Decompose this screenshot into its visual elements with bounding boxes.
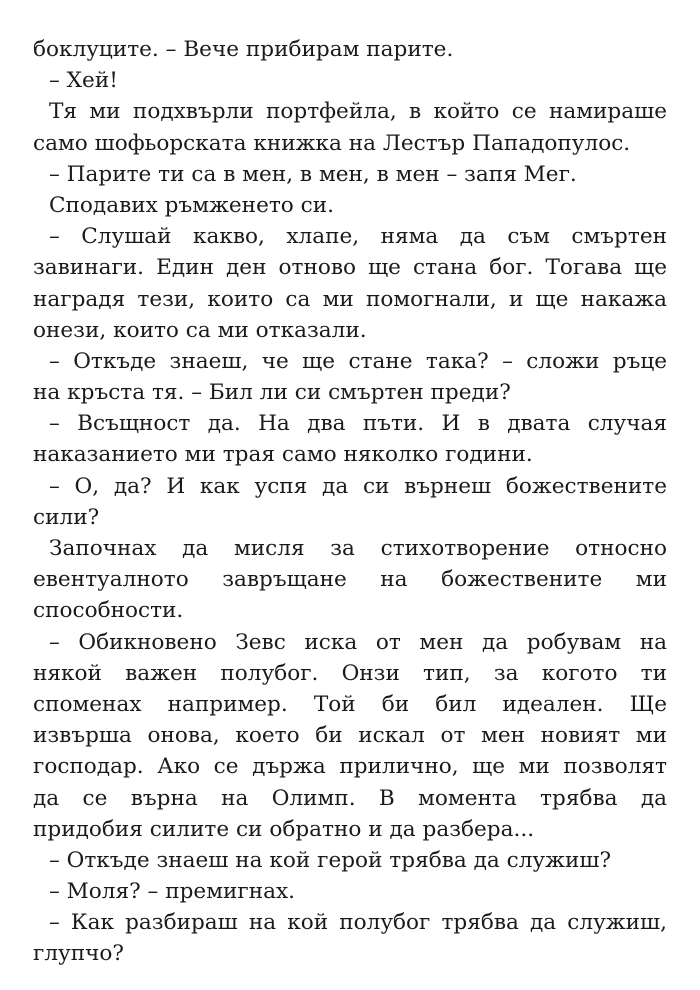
text-line: – Слушай какво, хлапе, няма да съм смъртен — [49, 224, 667, 250]
text-line: – О, да? И как успя да си върнеш божествените — [49, 473, 667, 499]
text-line: онези, които са ми отказали. — [33, 317, 367, 343]
text-line: глупчо? — [33, 941, 124, 967]
text-line: на кръста тя. – Бил ли си смъртен преди? — [33, 380, 511, 406]
text-line: извърша онова, което би искал от мен новият ми — [33, 723, 667, 749]
text-line: – Откъде знаеш, че ще стане така? – сложи ръце — [49, 348, 667, 374]
text-line: – Парите ти са в мен, в мен, в мен – запя Мег. — [49, 161, 577, 187]
text-line: – Обикновено Зевс иска от мен да робувам на — [49, 629, 667, 655]
text-line: Сподавих ръмженето си. — [49, 192, 335, 218]
text-line: някой важен полубог. Онзи тип, за когото ти — [33, 660, 667, 686]
text-line: Тя ми подхвърли портфейла, в който се намираше — [49, 99, 667, 125]
text-line: евентуалното завръщане на божествените ми — [33, 567, 667, 593]
text-line: наградя тези, които са ми помогнали, и ще накажа — [33, 286, 667, 312]
text-line: споменах например. Той би бил идеален. Ще — [33, 691, 667, 717]
text-line: способности. — [33, 598, 184, 624]
text-line: – Как разбираш на кой полубог трябва да служиш, — [49, 910, 667, 936]
text-line: само шофьорската книжка на Лестър Пападопулос. — [33, 130, 631, 156]
text-line: – Моля? – премигнах. — [49, 879, 296, 905]
document-page — [33, 34, 667, 970]
text-line: – Всъщност да. На два пъти. И в двата случая — [49, 411, 667, 437]
text-line: господар. Ако се държа прилично, ще ми позволят — [33, 754, 667, 780]
text-line: Започнах да мисля за стихотворение относно — [49, 536, 667, 561]
text-line: – Откъде знаеш на кой герой трябва да служиш? — [49, 847, 612, 873]
text-line: наказанието ми трая само няколко години. — [33, 442, 533, 468]
text-line: боклуците. – Вече прибирам парите. — [33, 37, 454, 62]
text-line: завинаги. Един ден отново ще стана бог. Тогава ще — [33, 255, 667, 281]
text-line: придобия силите си обратно и да разбера... — [33, 816, 535, 842]
text-line: сили? — [33, 504, 100, 530]
text-line: – Хей! — [49, 68, 118, 94]
text-line: да се върна на Олимп. В момента трябва да — [33, 785, 667, 811]
